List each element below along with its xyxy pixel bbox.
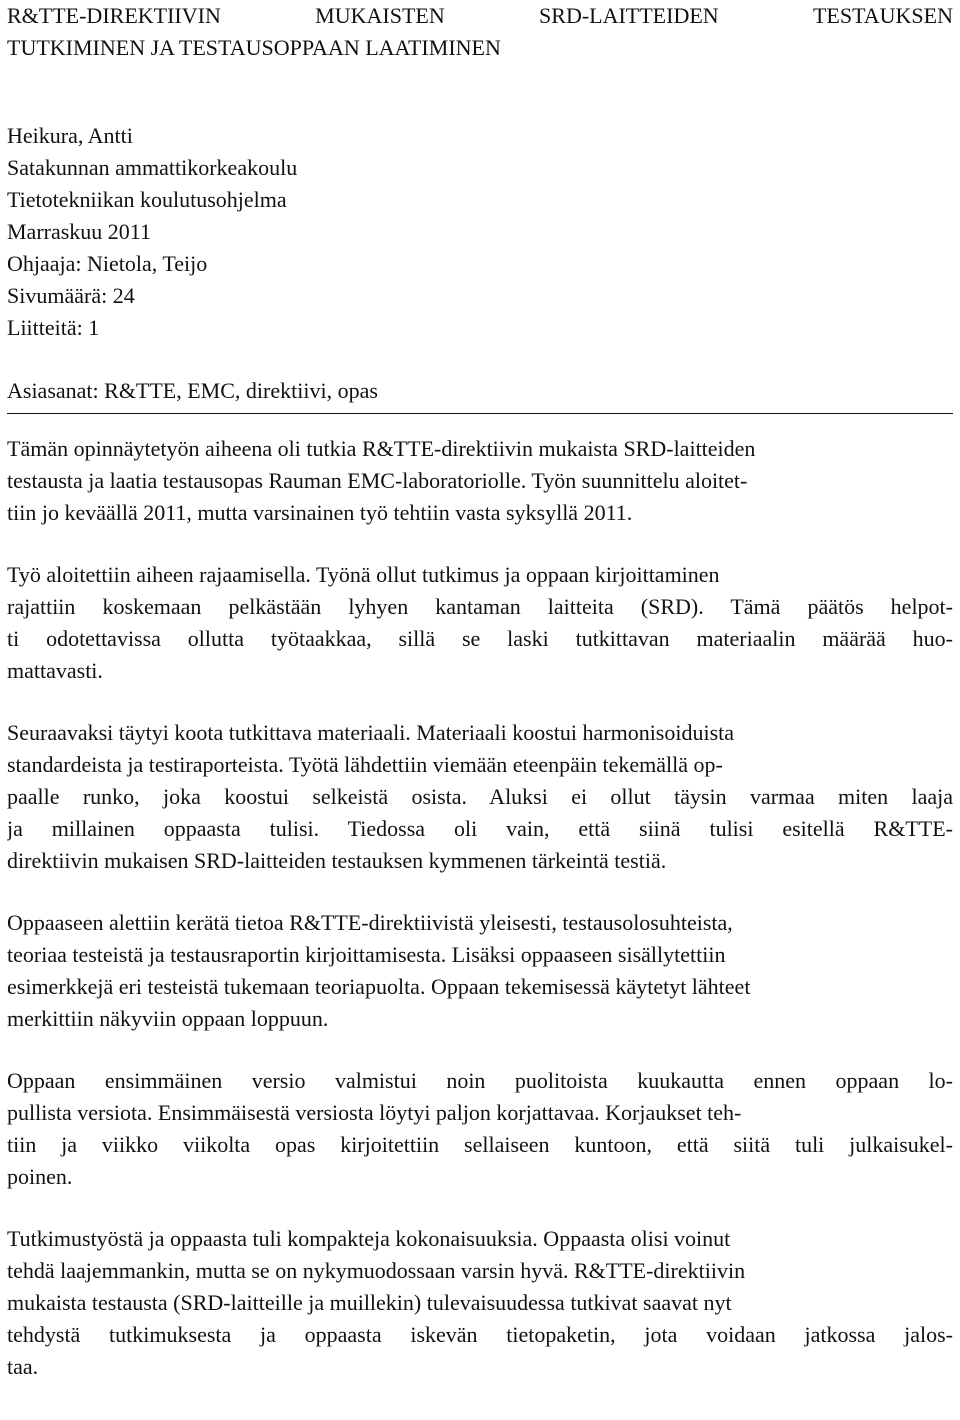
keywords: Asiasanat: R&TTE, EMC, direktiivi, opas	[7, 378, 378, 403]
thesis-title	[7, 0, 953, 64]
text-line: direktiivin mukaisen SRD-laitteiden testauksen kymmenen tärkeintä testiä.	[7, 848, 667, 873]
text-line: paalle runko, joka koostui selkeistä osista. Aluksi ei ollut täysin varmaa miten laaja	[7, 784, 953, 809]
school: Satakunnan ammattikorkeakoulu	[7, 155, 298, 180]
text-line: testausta ja laatia testausopas Rauman EMC-laboratoriolle. Työn suunnittelu aloitet-	[7, 468, 748, 493]
author: Heikura, Antti	[7, 123, 133, 148]
text-line: teoriaa testeistä ja testausraportin kirjoittamisesta. Lisäksi oppaaseen sisällytettiin	[7, 942, 726, 967]
text-line: Oppaaseen alettiin kerätä tietoa R&TTE-direktiivistä yleisesti, testausolosuhteista,	[7, 910, 733, 935]
divider-rule	[7, 413, 953, 414]
text-line: Seuraavaksi täytyi koota tutkittava materiaali. Materiaali koostui harmonisoiduista	[7, 720, 735, 745]
text-line: tiin ja viikko viikolta opas kirjoitettiin sellaiseen kuntoon, että siitä tuli julkaisukel-	[7, 1132, 953, 1157]
text-line: esimerkkejä eri testeistä tukemaan teoriapuolta. Oppaan tekemisessä käytetyt lähteet	[7, 974, 751, 999]
abstract	[7, 433, 953, 1383]
text-line: tehdä laajemmankin, mutta se on nykymuodossaan varsin hyvä. R&TTE-direktiivin	[7, 1258, 746, 1283]
text-line: taa.	[7, 1354, 39, 1379]
title-word: R&TTE-DIREKTIIVIN	[7, 3, 221, 28]
text-line: mattavasti.	[7, 658, 103, 683]
text-line: standardeista ja testiraporteista. Työtä lähdettiin viemään eteenpäin tekemällä op-	[7, 752, 723, 777]
date: Marraskuu 2011	[7, 219, 151, 244]
appendix-count: Liitteitä: 1	[7, 315, 100, 340]
title-line-1	[7, 0, 953, 32]
text-line: tiin jo keväällä 2011, mutta varsinainen työ tehtiin vasta syksyllä 2011.	[7, 500, 633, 525]
programme: Tietotekniikan koulutusohjelma	[7, 187, 287, 212]
text-line: mukaista testausta (SRD-laitteille ja muillekin) tulevaisuudessa tutkivat saavat nyt	[7, 1290, 732, 1315]
text-line: Tämän opinnäytetyön aiheena oli tutkia R&TTE-direktiivin mukaista SRD-laitteiden	[7, 436, 756, 461]
supervisor: Ohjaaja: Nietola, Teijo	[7, 251, 208, 276]
paragraph	[7, 1223, 953, 1383]
document-page	[7, 0, 953, 1383]
text-line: merkittiin näkyviin oppaan loppuun.	[7, 1006, 329, 1031]
text-line: pullista versiota. Ensimmäisestä versiosta löytyi paljon korjattavaa. Korjaukset teh-	[7, 1100, 742, 1125]
paragraph	[7, 559, 953, 687]
text-line: poinen.	[7, 1164, 73, 1189]
page-count: Sivumäärä: 24	[7, 283, 135, 308]
text-line: Tutkimustyöstä ja oppaasta tuli kompakteja kokonaisuuksia. Oppaasta olisi voinut	[7, 1226, 731, 1251]
paragraph	[7, 907, 953, 1035]
title-word: MUKAISTEN	[315, 3, 445, 28]
thesis-metadata	[7, 120, 953, 344]
paragraph	[7, 717, 953, 877]
text-line: Oppaan ensimmäinen versio valmistui noin puolitoista kuukautta ennen oppaan lo-	[7, 1068, 953, 1093]
title-word: TESTAUKSEN	[812, 3, 953, 28]
text-line: Työ aloitettiin aiheen rajaamisella. Työnä ollut tutkimus ja oppaan kirjoittaminen	[7, 562, 720, 587]
text-line: rajattiin koskemaan pelkästään lyhyen kantaman laitteita (SRD). Tämä päätös helpot-	[7, 594, 953, 619]
text-line: ti odotettavissa ollutta työtaakkaa, sillä se laski tutkittavan materiaalin määrää huo-	[7, 626, 953, 651]
paragraph	[7, 433, 953, 529]
paragraph	[7, 1065, 953, 1193]
title-line-2: TUTKIMINEN JA TESTAUSOPPAAN LAATIMINEN	[7, 35, 501, 60]
title-word: SRD-LAITTEIDEN	[539, 3, 719, 28]
text-line: ja millainen oppaasta tulisi. Tiedossa oli vain, että siinä tulisi esitellä R&TTE-	[7, 816, 953, 841]
text-line: tehdystä tutkimuksesta ja oppaasta iskevän tietopaketin, jota voidaan jatkossa jalos-	[7, 1322, 953, 1347]
